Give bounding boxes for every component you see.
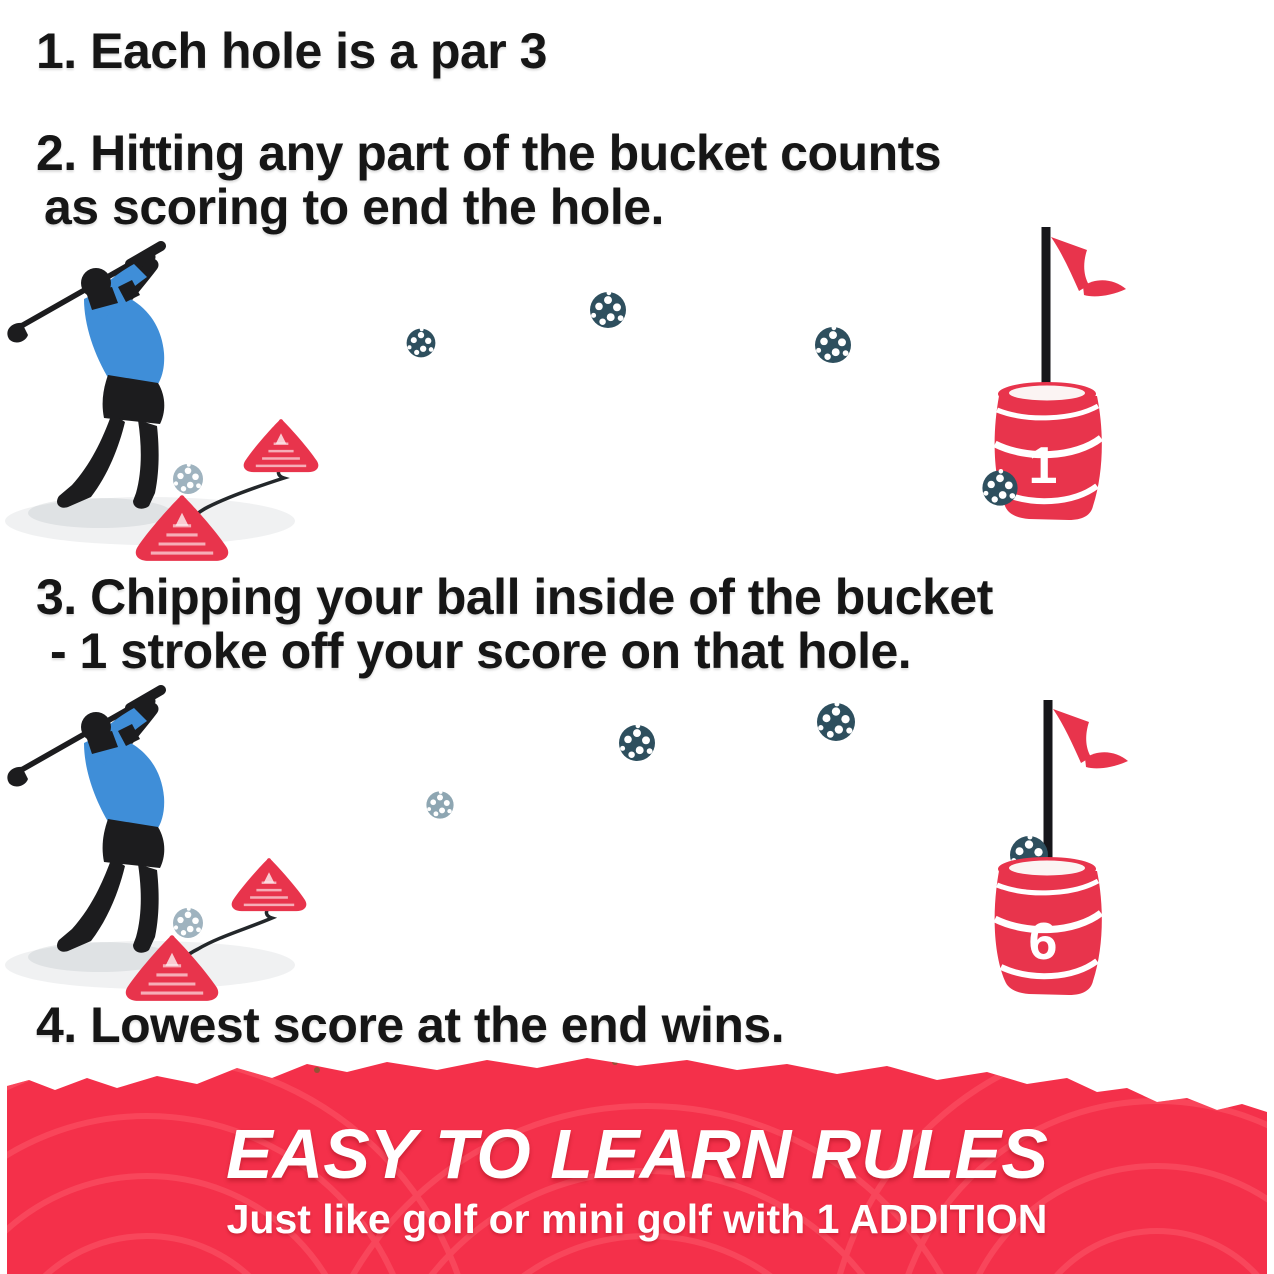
bucket-number-1: 1 [1028,437,1058,495]
rule-3-text [36,570,993,678]
scene-hole6-illustration [0,687,1274,1037]
training-cone-far-icon [244,419,319,472]
rule-4-text: 4. Lowest score at the end wins. [36,997,785,1053]
wiffle-ball-icon [407,327,436,357]
rule-1-text: 1. Each hole is a par 3 [36,23,547,79]
wiffle-ball-icon [619,724,655,761]
rule-3-line-1: 3. Chipping your ball inside of the bucket [36,569,993,625]
wiffle-ball-icon [590,291,626,328]
wiffle-ball-icon [817,701,855,741]
golf-flag-icon [1051,237,1126,296]
scene-hole1 [0,243,1274,593]
training-cone-far-icon [232,858,307,911]
rule-2-line-1: 2. Hitting any part of the bucket counts [36,125,942,181]
scene-hole6 [0,687,1274,1037]
bottom-banner [7,1056,1267,1274]
wiffle-ball-icon [815,326,851,363]
torn-edge-speck [314,1067,320,1073]
wiffle-ball-icon [173,463,203,494]
rule-2-text [36,126,941,234]
wiffle-ball-icon [426,790,453,818]
bucket-number-6: 6 [1028,913,1058,971]
golfer-swing-silhouette-icon [5,246,295,545]
golfer-swing-silhouette-icon [5,690,295,989]
rule-3-line-2: - 1 stroke off your score on that hole. [50,623,912,679]
scene-hole1-illustration [0,243,1274,593]
golf-flag-icon [1053,709,1128,768]
rule-2-line-2: as scoring to end the hole. [44,179,664,235]
torn-edge-speck [612,1059,618,1065]
banner-title: EASY TO LEARN RULES [226,1115,1048,1193]
wiffle-ball-icon [173,907,203,938]
banner-subtitle: Just like golf or mini golf with 1 ADDITION [226,1196,1048,1242]
